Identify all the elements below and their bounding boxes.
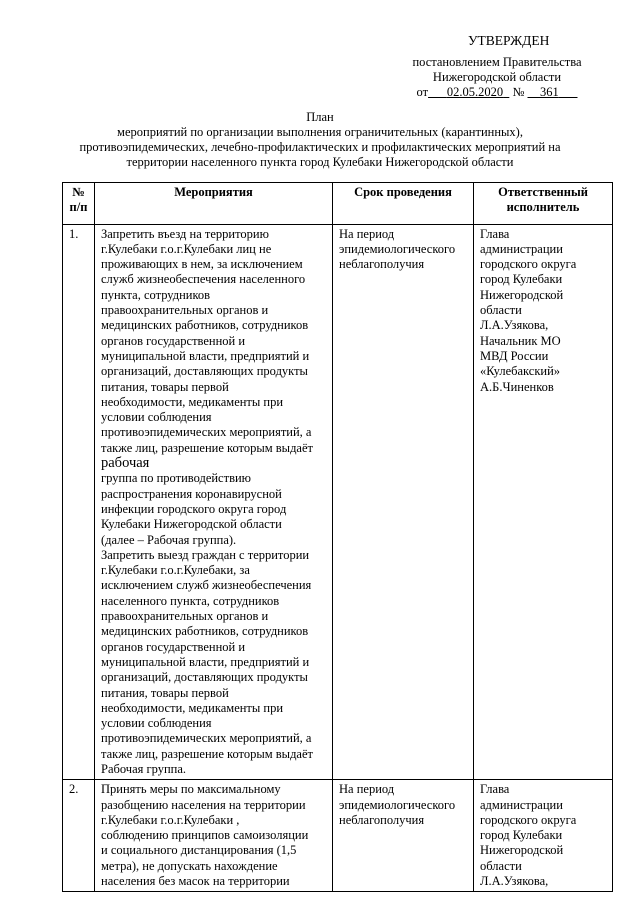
date-prefix: от: [416, 85, 429, 99]
row-measures: Принять меры по максимальному разобщению населения на территории г.Кулебаки г.о.г.Кулебаки , соблюдению принципов самоизоляции и социального дистанцирования (1,5 метра), не допускать нахождение населения без масок на территории: [95, 780, 333, 892]
big-word: рабочая: [101, 455, 150, 472]
table-row: [63, 780, 613, 892]
decree-date-line: [388, 85, 606, 100]
row-term: На период эпидемиологического неблагополучия: [333, 780, 474, 892]
row-term: На период эпидемиологического неблагополучия: [333, 224, 474, 780]
header-term: Срок проведения: [333, 183, 474, 225]
decree-line-2: Нижегородской области: [432, 70, 562, 84]
decree-line-1: постановлением Правительства: [412, 55, 582, 69]
plan-title: План: [306, 110, 334, 124]
decree-date: 02.05.2020: [446, 85, 504, 99]
approved-label: УТВЕРЖДЕН: [468, 33, 550, 48]
row-responsible: Глава администрации городского округа город Кулебаки Нижегородской области Л.А.Узякова,: [474, 780, 613, 892]
table-header-row: [63, 183, 613, 225]
decree-number: 361: [540, 85, 559, 99]
measures-table: [62, 182, 613, 892]
row-number: 2.: [63, 780, 95, 892]
number-sign: №: [512, 85, 525, 99]
plan-subtitle-line-1: мероприятий по организации выполнения ограничительных (карантинных),: [117, 125, 523, 139]
row-responsible: Глава администрации городского округа город Кулебаки Нижегородской области Л.А.Узякова, Начальник МО МВД России «Кулебакский» А.Б.Чиненков: [474, 224, 613, 780]
header-num: № п/п: [63, 183, 95, 225]
big-word-line: рабочая группа по противодействию: [101, 456, 327, 487]
decree-block: [388, 55, 606, 100]
plan-subtitle-line-2: противоэпидемических, лечебно-профилактических и профилактических мероприятий на: [79, 140, 561, 154]
row-number: 1.: [63, 224, 95, 780]
header-measures: Мероприятия: [95, 183, 333, 225]
header-responsible: Ответственный исполнитель: [474, 183, 613, 225]
table-row: [63, 224, 613, 780]
row-measures: Запретить въезд на территорию г.Кулебаки г.о.г.Кулебаки лиц не проживающих в нем, за исключением служб жизнеобеспечения населенного пункта, сотрудников правоохранительных органов и медицинских работников, сотрудников органов государственной и муниципальной власти, предприятий и организаций, доставляющих продукты питания, товары первой необходимости, медикаменты при условии соблюдения противоэпидемических мероприятий, а также лиц, разрешение которым выдаёт рабочая группа по противодействию распространения коронавирусной инфекции городского округа город Кулебаки Нижегородской области (далее – Рабочая группа). Запретить выезд граждан с территории г.Кулебаки г.о.г.Кулебаки, за исключением служб жизнеобеспечения населенного пункта, сотрудников правоохранительных органов и медицинских работников, сотрудников органов государственной и муниципальной власти, предприятий и организаций, доставляющих продукты питания, товары первой необходимости, медикаменты при условии соблюдения противоэпидемических мероприятий, а также лиц, разрешение которым выдаёт Рабочая группа.: [95, 224, 333, 780]
plan-subtitle-line-3: территории населенного пункта город Кулебаки Нижегородской области: [126, 155, 514, 169]
plan-subtitle: [70, 125, 570, 170]
